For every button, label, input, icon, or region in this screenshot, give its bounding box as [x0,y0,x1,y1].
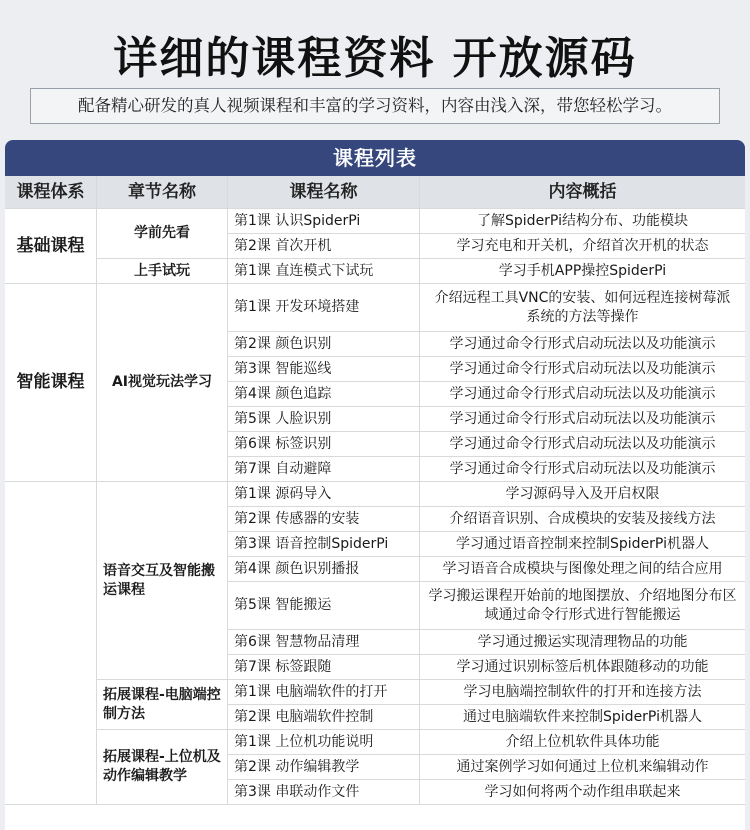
course-name: 第7课 标签跟随 [228,655,420,680]
chapter-tryout: 上手试玩 [97,259,228,284]
course-summary: 学习通过命令行形式启动玩法以及功能演示 [420,357,745,382]
course-summary: 学习通过识别标签后机体跟随移动的功能 [420,655,745,680]
page-title: 详细的课程资料 开放源码 [113,33,637,84]
course-table [5,140,745,830]
course-summary: 学习搬运课程开始前的地图摆放、介绍地图分布区域通过命令行形式进行智能搬运 [420,582,745,630]
course-name: 第2课 颜色识别 [228,332,420,357]
course-summary: 通过电脑端软件来控制SpiderPi机器人 [420,705,745,730]
course-summary: 学习通过语音控制来控制SpiderPi机器人 [420,532,745,557]
course-name: 第4课 颜色识别播报 [228,557,420,582]
course-summary: 学习通过命令行形式启动玩法以及功能演示 [420,407,745,432]
chapter-pc-control: 拓展课程-电脑端控制方法 [97,680,228,730]
course-name: 第3课 语音控制SpiderPi [228,532,420,557]
table-banner: 课程列表 [5,140,745,176]
chapter-voice-transport: 语音交互及智能搬运课程 [97,482,228,680]
course-name: 第2课 传感器的安装 [228,507,420,532]
course-summary: 介绍远程工具VNC的安装、如何远程连接树莓派系统的方法等操作 [420,284,745,332]
system-smart-continued [5,482,97,805]
course-name: 第1课 源码导入 [228,482,420,507]
course-name: 第4课 颜色追踪 [228,382,420,407]
course-name: 第5课 人脸识别 [228,407,420,432]
course-name: 第2课 电脑端软件控制 [228,705,420,730]
course-name: 第2课 首次开机 [228,234,420,259]
course-name: 第1课 开发环境搭建 [228,284,420,332]
course-summary: 学习通过命令行形式启动玩法以及功能演示 [420,432,745,457]
column-header-course: 课程名称 [228,176,420,209]
course-summary: 通过案例学习如何通过上位机来编辑动作 [420,755,745,780]
course-name: 第1课 认识SpiderPi [228,209,420,234]
course-summary: 介绍上位机软件具体功能 [420,730,745,755]
course-grid [5,176,745,805]
course-name: 第1课 上位机功能说明 [228,730,420,755]
chapter-preview: 学前先看 [97,209,228,259]
course-name: 第5课 智能搬运 [228,582,420,630]
course-summary: 了解SpiderPi结构分布、功能模块 [420,209,745,234]
course-summary: 介绍语音识别、合成模块的安装及接线方法 [420,507,745,532]
chapter-ai-vision: AI视觉玩法学习 [97,284,228,482]
course-summary: 学习源码导入及开启权限 [420,482,745,507]
course-name: 第3课 智能巡线 [228,357,420,382]
course-name: 第1课 直连模式下试玩 [228,259,420,284]
course-name: 第6课 智慧物品清理 [228,630,420,655]
course-summary: 学习电脑端控制软件的打开和连接方法 [420,680,745,705]
page-subtitle: 配备精心研发的真人视频课程和丰富的学习资料，内容由浅入深，带您轻松学习。 [30,88,720,124]
column-header-system: 课程体系 [5,176,97,209]
course-summary: 学习通过搬运实现清理物品的功能 [420,630,745,655]
course-summary: 学习通过命令行形式启动玩法以及功能演示 [420,457,745,482]
course-name: 第7课 自动避障 [228,457,420,482]
course-summary: 学习充电和开关机，介绍首次开机的状态 [420,234,745,259]
course-name: 第1课 电脑端软件的打开 [228,680,420,705]
course-summary: 学习如何将两个动作组串联起来 [420,780,745,805]
course-name: 第2课 动作编辑教学 [228,755,420,780]
column-header-chapter: 章节名称 [97,176,228,209]
column-header-summary: 内容概括 [420,176,745,209]
course-summary: 学习通过命令行形式启动玩法以及功能演示 [420,332,745,357]
course-summary: 学习通过命令行形式启动玩法以及功能演示 [420,382,745,407]
chapter-host-software: 拓展课程-上位机及动作编辑教学 [97,730,228,805]
course-summary: 学习手机APP操控SpiderPi [420,259,745,284]
course-summary: 学习语音合成模块与图像处理之间的结合应用 [420,557,745,582]
system-basic: 基础课程 [5,209,97,284]
system-smart: 智能课程 [5,284,97,482]
course-name: 第6课 标签识别 [228,432,420,457]
course-name: 第3课 串联动作文件 [228,780,420,805]
